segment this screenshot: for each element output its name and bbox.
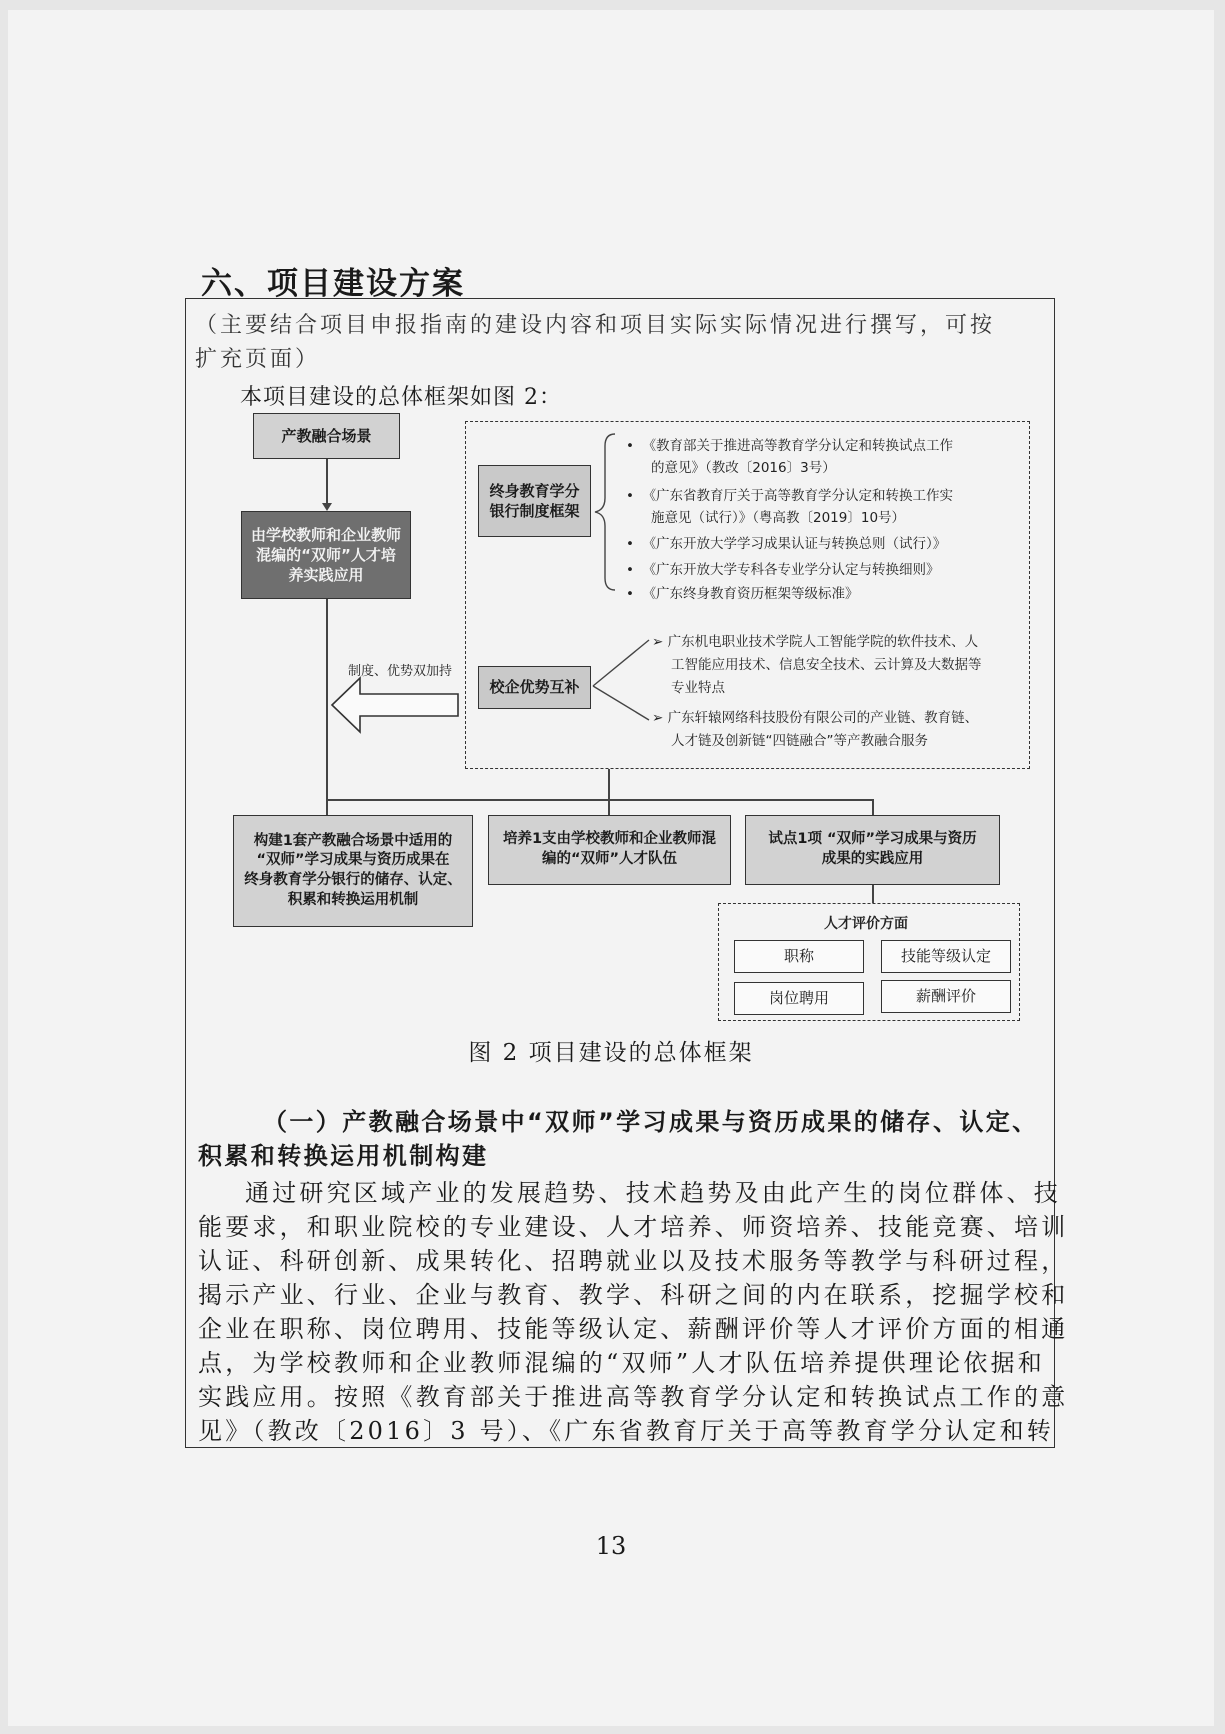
connector-line	[326, 799, 328, 815]
practice-line: 由学校教师和企业教师	[250, 525, 401, 544]
evaluation-item-label: 薪酬评价	[915, 987, 976, 1006]
bank-item	[626, 558, 940, 578]
bullet-dot-icon: •	[626, 586, 634, 602]
connector-line	[326, 599, 328, 799]
document-page	[8, 10, 1214, 1726]
complement-label: 校企优势互补	[489, 678, 580, 697]
bank-item	[626, 532, 946, 552]
practice-line: 养实践应用	[288, 566, 364, 585]
paragraph-line: 揭示产业、行业、企业与教育、教学、科研之间的内在联系，挖掘学校和	[198, 1281, 1069, 1309]
evaluation-item-label: 技能等级认定	[900, 947, 991, 966]
connector-line	[326, 459, 328, 509]
outcome-box	[745, 815, 1000, 885]
scene-box	[253, 413, 400, 459]
paragraph-line: 见》（教改〔2016〕3 号）、《广东省教育厅关于高等教育学分认定和转	[198, 1417, 1054, 1445]
complement-item-cont: 人才链及创新链“四链融合”等产教融合服务	[671, 733, 928, 749]
bank-item	[626, 582, 859, 602]
complement-item-cont: 工智能应用技术、信息安全技术、云计算及大数据等	[671, 657, 982, 673]
connector-line	[326, 799, 873, 801]
evaluation-item-label: 职称	[783, 947, 814, 966]
complement-item-cont: 专业特点	[671, 680, 725, 696]
bank-item	[626, 484, 953, 504]
scene-label: 产教融合场景	[281, 426, 372, 445]
bullet-dot-icon: •	[626, 438, 634, 454]
bank-item-text: 《广东终身教育资历框架等级标准》	[642, 586, 859, 602]
outcome-line: 成果的实践应用	[821, 851, 924, 867]
outcome-line: 编的“双师”人才队伍	[541, 851, 678, 867]
bank-item-text: 《广东开放大学专科各专业学分认定与转换细则》	[642, 562, 940, 578]
intro-text: 本项目建设的总体框架如图 2：	[240, 385, 562, 410]
branch-connector	[591, 634, 653, 734]
bullet-arrow-icon: ➢	[652, 710, 664, 726]
paragraph-line: 能要求，和职业院校的专业建设、人才培养、师资培养、技能竞赛、培训	[198, 1213, 1069, 1241]
evaluation-item	[881, 980, 1011, 1013]
evaluation-item	[881, 940, 1011, 973]
bullet-arrow-icon: ➢	[652, 634, 664, 650]
practice-box	[241, 511, 411, 599]
subsection-title: （一）产教融合场景中“双师”学习成果与资历成果的储存、认定、	[263, 1108, 1039, 1136]
complement-box	[478, 666, 591, 709]
outcome-line: 培养1支由学校教师和企业教师混	[502, 831, 717, 848]
page-number: 13	[595, 1532, 627, 1560]
connector-line	[608, 799, 610, 815]
outcome-line: 构建1套产教融合场景中适用的	[253, 832, 453, 849]
section-heading: 六、项目建设方案	[201, 266, 465, 302]
arrow-label: 制度、优势双加持	[348, 664, 453, 679]
connector-line	[872, 799, 874, 815]
bank-framework-line: 终身教育学分	[489, 481, 580, 500]
paragraph-line: 企业在职称、岗位聘用、技能等级认定、薪酬评价等人才评价方面的相通	[198, 1315, 1069, 1343]
paragraph-line: 实践应用。按照《教育部关于推进高等教育学分认定和转换试点工作的意	[198, 1383, 1069, 1411]
bullet-dot-icon: •	[626, 488, 634, 504]
note-line: 扩充页面）	[195, 347, 321, 372]
connector-line	[608, 769, 610, 799]
outcome-line: “双师”学习成果与资历成果在	[256, 852, 450, 869]
left-arrow-icon	[330, 676, 462, 734]
bullet-dot-icon: •	[626, 536, 634, 552]
outcome-box	[488, 815, 731, 885]
bank-item-text: 《广东开放大学学习成果认证与转换总则（试行）》	[642, 536, 947, 552]
outcome-line: 试点1项 “双师”学习成果与资历	[768, 831, 977, 848]
bank-framework-line: 银行制度框架	[489, 502, 580, 520]
brace-icon	[593, 432, 623, 592]
complement-item	[652, 630, 978, 650]
evaluation-item-label: 岗位聘用	[768, 989, 829, 1008]
paragraph-line: 点，为学校教师和企业教师混编的“双师”人才队伍培养提供理论依据和	[198, 1349, 1045, 1377]
bank-item-text: 《广东省教育厅关于高等教育学分认定和转换工作实	[642, 488, 954, 504]
complement-item-text: 广东轩辕网络科技股份有限公司的产业链、教育链、	[667, 710, 979, 726]
figure-caption: 图 2 项目建设的总体框架	[468, 1040, 754, 1066]
evaluation-title: 人才评价方面	[824, 916, 908, 932]
outcome-box	[233, 815, 473, 927]
evaluation-item	[734, 982, 864, 1015]
subsection-title: 积累和转换运用机制构建	[198, 1142, 489, 1170]
evaluation-item	[734, 940, 864, 973]
outcome-line: 终身教育学分银行的储存、认定、	[244, 872, 462, 888]
outcome-line: 积累和转换运用机制	[287, 891, 419, 908]
bank-item	[626, 434, 953, 454]
paragraph-line: 认证、科研创新、成果转化、招聘就业以及技术服务等教学与科研过程，	[198, 1247, 1069, 1275]
complement-item	[652, 706, 978, 726]
arrow-down-icon	[322, 503, 332, 511]
bullet-dot-icon: •	[626, 562, 634, 578]
bank-framework-box	[478, 465, 591, 537]
paragraph-line: 通过研究区域产业的发展趋势、技术趋势及由此产生的岗位群体、技	[245, 1179, 1061, 1207]
practice-line: 混编的“双师”人才培	[256, 545, 396, 564]
bank-item-cont: 的意见》（教改〔2016〕3号）	[651, 460, 836, 476]
bank-item-cont: 施意见（试行）》（粤高教〔2019〕10号）	[651, 510, 906, 526]
note-line: （主要结合项目申报指南的建设内容和项目实际实际情况进行撰写，可按	[195, 313, 996, 338]
connector-line	[872, 885, 874, 903]
bank-item-text: 《教育部关于推进高等教育学分认定和转换试点工作	[642, 438, 954, 454]
complement-item-text: 广东机电职业技术学院人工智能学院的软件技术、人	[667, 634, 979, 650]
